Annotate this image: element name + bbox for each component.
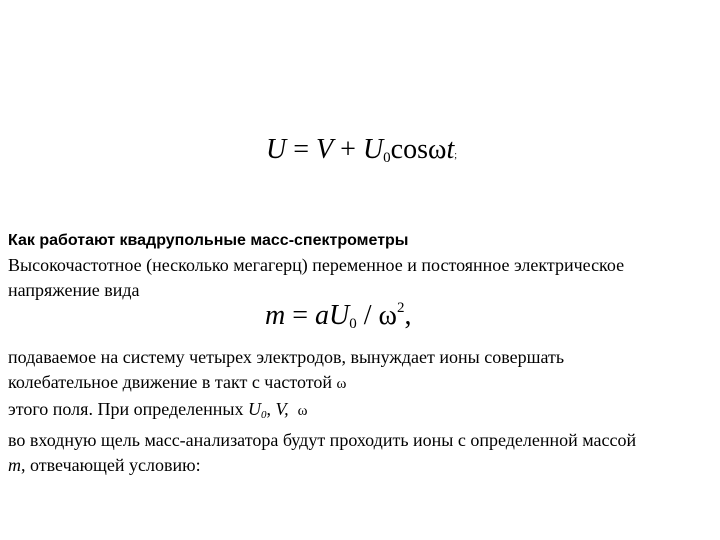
paragraph-line: Высокочастотное (несколько мегагерц) переменное и постоянное электрическое (8, 255, 625, 275)
formula-voltage (266, 136, 457, 166)
formula-var-t: t (446, 134, 455, 165)
formula-subscript-0: 0 (349, 316, 357, 332)
paragraph-text: этого поля. При определенных (8, 399, 248, 419)
formula-tail: , (404, 300, 412, 331)
omega-symbol: ω (297, 403, 308, 419)
var-U0: U (247, 399, 261, 419)
formula-subscript-0: 0 (383, 150, 391, 166)
formula-var-m: m (265, 300, 286, 331)
var-m: m (8, 455, 21, 475)
formula-mass (265, 301, 411, 332)
formula-plus: + (333, 134, 363, 165)
formula-power-2: 2 (396, 300, 405, 316)
formula-var-U: U (266, 134, 287, 165)
formula-slash: / (356, 300, 379, 331)
paragraph-line (8, 370, 714, 397)
paragraph-line (8, 453, 714, 478)
formula-omega: ω (378, 300, 397, 331)
formula-equals: = (286, 134, 317, 165)
formula-omega: ω (428, 134, 447, 165)
var-V: V, (275, 399, 289, 419)
formula-var-U0: U (329, 300, 350, 331)
paragraph-line: подаваемое на систему четырех электродов, вынуждает ионы совершать (8, 347, 565, 367)
var-U0-subscript: 0 (260, 409, 267, 421)
formula-tail: ; (454, 150, 457, 161)
paragraph-line: напряжение вида (8, 280, 140, 300)
paragraph-line: во входную щель масс-анализатора будут проходить ионы с определенной массой (8, 430, 637, 450)
formula-cos: cos (390, 134, 428, 165)
formula-var-a: a (315, 300, 330, 331)
separator: , (266, 399, 276, 419)
paragraph-text: колебательное движение в такт с частотой (8, 372, 337, 392)
paragraph-intro (8, 253, 714, 303)
paragraph-line (8, 397, 714, 428)
section-heading: Как работают квадрупольные масс-спектрометры (8, 232, 409, 249)
paragraph-text: , отвечающей условию: (21, 455, 201, 475)
formula-var-V: V (316, 134, 334, 165)
separator (289, 399, 298, 419)
paragraph-explanation (8, 345, 714, 478)
formula-equals: = (285, 300, 316, 331)
formula-var-U0: U (362, 134, 384, 165)
omega-symbol: ω (336, 376, 347, 392)
